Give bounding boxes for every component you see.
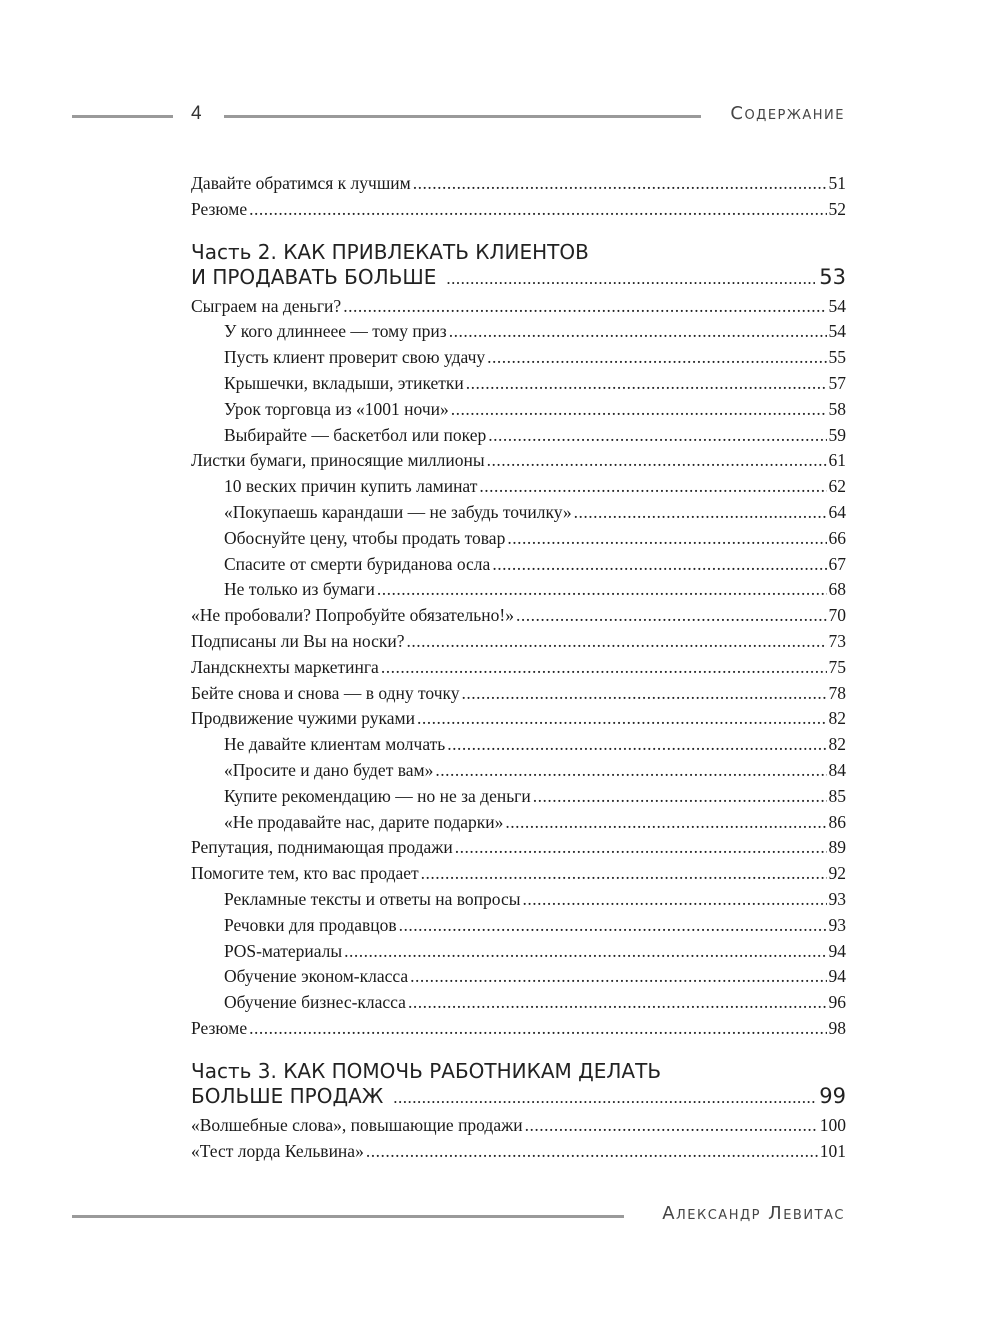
toc-entry-label: POS-материалы: [224, 940, 343, 961]
toc-entry-page: 66: [828, 527, 846, 548]
dot-leader: [435, 758, 826, 784]
toc-entry-label: Не только из бумаги: [224, 579, 375, 600]
part-heading[interactable]: [191, 1059, 846, 1109]
toc-entry-label: «Просите и дано будет вам»: [224, 759, 434, 780]
toc-entry[interactable]: [191, 681, 846, 707]
toc-entry-label: Крышечки, вкладыши, этикетки: [224, 372, 464, 393]
dot-leader: [533, 784, 827, 810]
part-title-line2-row: [191, 1084, 846, 1109]
toc-entry-page: 93: [828, 888, 846, 909]
toc-entry-label: Сыграем на деньги?: [191, 295, 342, 316]
toc-entry-page: 86: [828, 811, 846, 832]
toc-entry-page: 68: [828, 579, 846, 600]
dot-leader: [451, 397, 827, 423]
dot-leader: [487, 448, 827, 474]
toc-entry-label: Резюме: [191, 198, 248, 219]
running-head-title: Содержание: [730, 103, 845, 124]
author-name: Александр Левитас: [662, 1203, 845, 1224]
toc-entry-label: Обоснуйте цену, чтобы продать товар: [224, 527, 506, 548]
page-header: [0, 103, 1000, 129]
toc-subentry[interactable]: [191, 552, 846, 578]
toc-entry-label: Не давайте клиентам молчать: [224, 734, 446, 755]
toc-subentry[interactable]: [191, 810, 846, 836]
dot-leader: [447, 732, 826, 758]
toc-entry-page: 82: [828, 708, 846, 729]
toc-entry[interactable]: [191, 1113, 846, 1139]
toc-entry-page: 59: [828, 424, 846, 445]
header-rule-middle: [224, 115, 701, 118]
toc-entry-page: 51: [828, 173, 846, 193]
toc-entry-label: «Тест лорда Кельвина»: [191, 1140, 364, 1161]
toc-entry-page: 70: [828, 605, 846, 626]
dot-leader: [249, 197, 826, 223]
page-footer: [0, 1203, 1000, 1229]
toc-entry-label: Обучение эконом-класса: [224, 966, 409, 987]
footer-rule: [72, 1215, 624, 1218]
toc-entry-label: Подписаны ли Вы на носки?: [191, 630, 405, 651]
toc-subentry[interactable]: [191, 732, 846, 758]
part-title-line1: Часть 3. КАК ПОМОЧЬ РАБОТНИКАМ ДЕЛАТЬ: [191, 1058, 662, 1083]
toc-entry-page: 85: [828, 785, 846, 806]
dot-leader: [455, 835, 827, 861]
dot-leader: [413, 171, 827, 197]
dot-leader: [343, 294, 826, 320]
dot-leader: [492, 552, 826, 578]
toc-entry[interactable]: [191, 1016, 846, 1042]
toc-entry-label: Листки бумаги, приносящие миллионы: [191, 450, 485, 471]
dot-leader: [479, 474, 826, 500]
toc-entry[interactable]: [191, 706, 846, 732]
part-page: 99: [819, 1083, 846, 1108]
toc-entry-page: 54: [828, 321, 846, 342]
dot-leader: [410, 964, 826, 990]
toc-entry-page: 61: [828, 450, 846, 471]
toc-entry-label: «Не продавайте нас, дарите подарки»: [224, 811, 504, 832]
toc-entry-label: Помогите тем, кто вас продает: [191, 863, 419, 884]
toc-entry-page: 55: [828, 347, 846, 368]
dot-leader: [522, 887, 826, 913]
toc-entry-label: Ландскнехты маркетинга: [191, 656, 379, 677]
toc-entry-page: 92: [828, 863, 846, 884]
toc-entry-label: Рекламные тексты и ответы на вопросы: [224, 888, 521, 909]
toc-entry-page: 98: [828, 1017, 846, 1038]
dot-leader: [408, 990, 827, 1016]
toc-subentry[interactable]: [191, 577, 846, 603]
dot-leader: [421, 861, 827, 887]
toc-entry-page: 82: [828, 734, 846, 755]
toc-entry-page: 54: [828, 295, 846, 316]
dot-leader: [516, 603, 827, 629]
toc-entry[interactable]: [191, 835, 846, 861]
dot-leader: [488, 423, 826, 449]
toc-entry[interactable]: [191, 629, 846, 655]
toc-entry-page: 94: [828, 966, 846, 987]
toc-entry[interactable]: [191, 171, 846, 197]
toc-entry-page: 78: [828, 682, 846, 703]
toc-entry[interactable]: [191, 1139, 846, 1165]
dot-leader: [505, 810, 826, 836]
toc-entry-label: Купите рекомендацию — но не за деньги: [224, 785, 531, 806]
dot-leader: [462, 681, 827, 707]
page-number: 4: [191, 103, 202, 124]
toc-entry-label: Репутация, поднимающая продажи: [191, 837, 453, 858]
toc-entry-page: 84: [828, 759, 846, 780]
toc-entry-label: Спасите от смерти буриданова осла: [224, 553, 491, 574]
toc-entry-page: 58: [828, 398, 846, 419]
toc-entry-label: Пусть клиент проверит свою удачу: [224, 347, 486, 368]
toc-entry-page: 67: [828, 553, 846, 574]
toc-entry-page: 89: [828, 837, 846, 858]
toc-entry-page: 75: [828, 656, 846, 677]
toc-entry-page: 101: [819, 1140, 846, 1161]
toc-entry-label: Урок торговца из «1001 ночи»: [224, 398, 449, 419]
toc-subentry[interactable]: [191, 474, 846, 500]
toc-entry[interactable]: [191, 655, 846, 681]
dot-leader: [377, 577, 827, 603]
toc-entry-label: «Не пробовали? Попробуйте обязательно!»: [191, 605, 514, 626]
toc-entry-label: Обучение бизнес-класса: [224, 992, 406, 1013]
toc-entry-page: 73: [828, 630, 846, 651]
toc-entry-page: 94: [828, 940, 846, 961]
part-title-line2: БОЛЬШЕ ПРОДАЖ: [191, 1083, 384, 1108]
toc-subentry[interactable]: [191, 990, 846, 1016]
dot-leader: [507, 526, 826, 552]
toc-entry-label: Резюме: [191, 1017, 248, 1038]
toc-subentry[interactable]: [191, 758, 846, 784]
dot-leader: [574, 500, 827, 526]
dot-leader: [344, 939, 826, 965]
toc-subentry[interactable]: [191, 397, 846, 423]
toc-entry-page: 52: [828, 198, 846, 219]
toc-entry-label: Выбирайте — баскетбол или покер: [224, 424, 487, 445]
dot-leader: [487, 345, 826, 371]
toc-entry-page: 62: [828, 476, 846, 497]
toc-entry[interactable]: [191, 448, 846, 474]
toc-entry-page: 93: [828, 914, 846, 935]
dot-leader: [381, 655, 827, 681]
toc-entry-label: Речовки для продавцов: [224, 914, 397, 935]
toc-entry-label: «Покупаешь карандаши — не забудь точилку»: [224, 501, 572, 522]
toc-entry[interactable]: [191, 294, 846, 320]
toc-subentry[interactable]: [191, 345, 846, 371]
dot-leader: [249, 1016, 826, 1042]
part-page: 53: [819, 264, 846, 289]
toc-entry-label: 10 веских причин купить ламинат: [224, 476, 478, 497]
dot-leader: [417, 706, 827, 732]
toc-subentry[interactable]: [191, 423, 846, 449]
toc-entry-label: У кого длиннеее — тому приз: [224, 321, 447, 342]
toc-subentry[interactable]: [191, 526, 846, 552]
dot-leader: [466, 371, 827, 397]
dot-leader: [449, 319, 827, 345]
toc-entry-page: 100: [819, 1114, 846, 1135]
toc-subentry[interactable]: [191, 964, 846, 990]
toc-entry-label: «Волшебные слова», повышающие продажи: [191, 1114, 523, 1135]
toc-entry-page: 96: [828, 992, 846, 1013]
dot-leader: [366, 1139, 818, 1165]
part-title-line2: И ПРОДАВАТЬ БОЛЬШЕ: [191, 264, 437, 289]
dot-leader: [446, 266, 815, 291]
toc-entry-page: 64: [828, 501, 846, 522]
toc-subentry[interactable]: [191, 319, 846, 345]
toc-subentry[interactable]: [191, 913, 846, 939]
part-title-line1: Часть 2. КАК ПРИВЛЕКАТЬ КЛИЕНТОВ: [191, 239, 589, 264]
toc-subentry[interactable]: [191, 939, 846, 965]
toc-entry-label: Продвижение чужими руками: [191, 708, 415, 729]
toc-subentry[interactable]: [191, 371, 846, 397]
toc-entry[interactable]: [191, 603, 846, 629]
header-rule-left: [72, 115, 173, 118]
part-title-line2-row: [191, 265, 846, 290]
toc-entry[interactable]: [191, 197, 846, 223]
dot-leader: [407, 629, 827, 655]
part-heading[interactable]: [191, 240, 846, 290]
toc-subentry[interactable]: [191, 500, 846, 526]
toc-entry-page: 57: [828, 372, 846, 393]
toc-entry[interactable]: [191, 861, 846, 887]
toc-entry-label: Бейте снова и снова — в одну точку: [191, 682, 460, 703]
toc-entry-label: Давайте обратимся к лучшим: [191, 173, 411, 193]
toc-subentry[interactable]: [191, 887, 846, 913]
table-of-contents: [191, 171, 846, 1164]
dot-leader: [399, 913, 827, 939]
toc-subentry[interactable]: [191, 784, 846, 810]
dot-leader: [393, 1085, 815, 1110]
dot-leader: [525, 1113, 818, 1139]
